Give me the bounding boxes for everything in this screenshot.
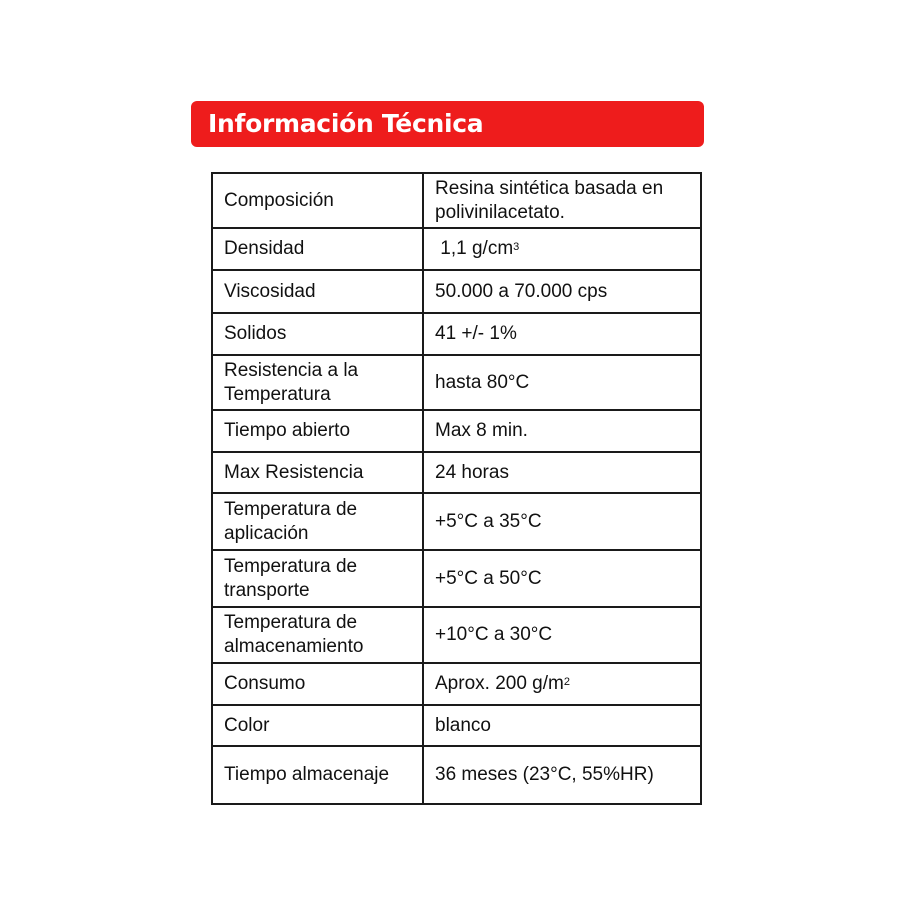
- row-label: Composición: [212, 173, 423, 228]
- table-row: [212, 607, 701, 663]
- row-label: Color: [212, 705, 423, 746]
- row-value: [423, 228, 701, 270]
- row-label: Temperatura de transporte: [212, 550, 423, 607]
- row-value: Max 8 min.: [423, 410, 701, 452]
- table-row: [212, 493, 701, 550]
- table-row: [212, 410, 701, 452]
- row-value: hasta 80°C: [423, 355, 701, 410]
- table-row: [212, 452, 701, 493]
- row-value: +5°C a 35°C: [423, 493, 701, 550]
- table-row: [212, 705, 701, 746]
- table-row: [212, 173, 701, 228]
- superscript: 3: [513, 241, 520, 253]
- technical-info-table: [211, 172, 702, 805]
- row-value: 41 +/- 1%: [423, 313, 701, 355]
- row-value: +10°C a 30°C: [423, 607, 701, 663]
- value-text: 1,1 g/cm: [440, 238, 514, 259]
- table-row: [212, 663, 701, 705]
- row-label: Consumo: [212, 663, 423, 705]
- row-label: Temperatura de aplicación: [212, 493, 423, 550]
- row-value: Resina sintética basada en polivinilacetato.: [423, 173, 701, 228]
- row-label: Densidad: [212, 228, 423, 270]
- row-value: +5°C a 50°C: [423, 550, 701, 607]
- row-label: Tiempo abierto: [212, 410, 423, 452]
- table-row: [212, 746, 701, 804]
- row-value: 50.000 a 70.000 cps: [423, 270, 701, 313]
- table-row: [212, 270, 701, 313]
- superscript: 2: [563, 676, 570, 688]
- table-row: [212, 355, 701, 410]
- row-label: Tiempo almacenaje: [212, 746, 423, 804]
- row-label: Temperatura de almacenamiento: [212, 607, 423, 663]
- row-value: blanco: [423, 705, 701, 746]
- table-row: [212, 228, 701, 270]
- row-label: Resistencia a la Temperatura: [212, 355, 423, 410]
- section-header-banner: [191, 101, 704, 147]
- row-value: [423, 663, 701, 705]
- row-value: 24 horas: [423, 452, 701, 493]
- table-row: [212, 550, 701, 607]
- value-text: Aprox. 200 g/m: [435, 673, 564, 694]
- section-title: Información Técnica: [208, 109, 484, 138]
- table-row: [212, 313, 701, 355]
- row-label: Max Resistencia: [212, 452, 423, 493]
- row-value: 36 meses (23°C, 55%HR): [423, 746, 701, 804]
- row-label: Solidos: [212, 313, 423, 355]
- row-label: Viscosidad: [212, 270, 423, 313]
